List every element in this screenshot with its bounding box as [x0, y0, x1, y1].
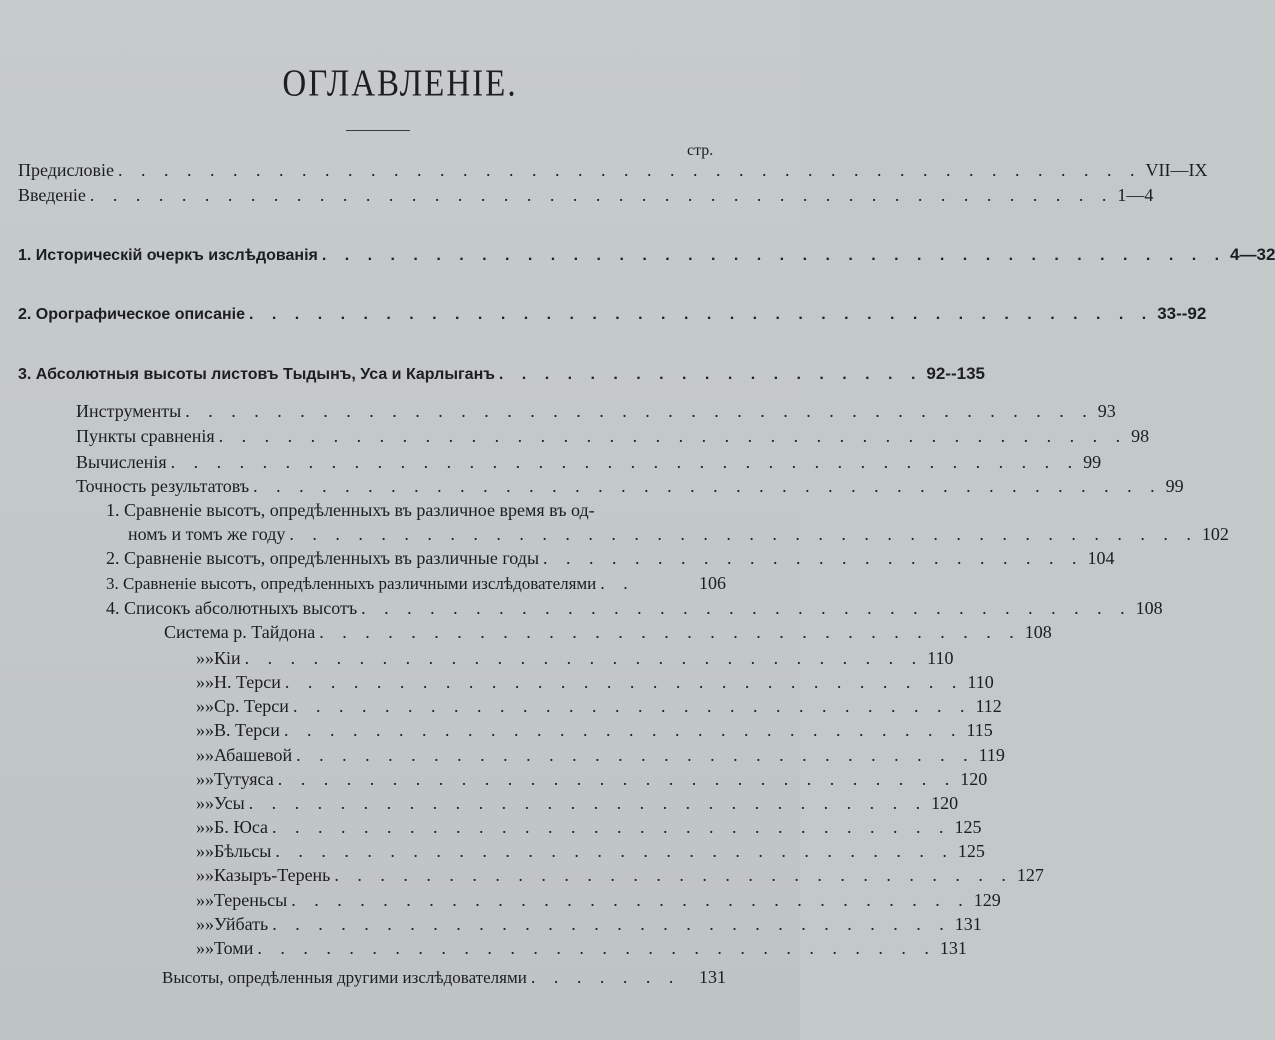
river-page: 120: [931, 793, 959, 813]
leader-dots: . . . . . . . . . . . . . . . . . . . . . . . . . . . . . .: [291, 890, 970, 910]
chapter-entry: [18, 245, 1275, 269]
river-entry: [196, 648, 954, 672]
ditto-mark: »: [205, 648, 214, 668]
leader-dots: . . . . . . . . . . . . . . . . . . . . . . . . . . . . . .: [334, 865, 1013, 885]
river-label: Абашевой: [214, 745, 293, 765]
river-label: Н. Терси: [214, 672, 281, 692]
toc-entry-page: 1—4: [1117, 185, 1154, 205]
chapter-page: 4—32: [1230, 245, 1275, 264]
section-page: 99: [1165, 476, 1184, 496]
river-label: Б. Юса: [214, 817, 269, 837]
river-entry: [196, 720, 993, 744]
river-entry: [196, 914, 982, 938]
river-label: Тереньсы: [214, 890, 288, 910]
river-label: Уйбать: [214, 914, 269, 934]
river-page: 131: [939, 938, 967, 958]
river-page: 119: [978, 745, 1005, 765]
river-label: Кіи: [214, 648, 241, 668]
section-entry: [76, 426, 1150, 450]
subitem-label: 4. Списокъ абсолютныхъ высотъ: [106, 598, 358, 618]
subitem-page: 106: [699, 573, 726, 593]
river-page: 112: [975, 696, 1002, 716]
river-page: 127: [1016, 865, 1044, 885]
ditto-mark: »: [205, 890, 214, 910]
subitem-page: 102: [1201, 524, 1229, 544]
ditto-mark: »: [205, 769, 214, 789]
ditto-mark: »: [196, 890, 205, 910]
ditto-mark: »: [196, 745, 205, 765]
leader-dots: . . . . . . . . . . . . . . . . . . . . . . . . . . . . . . . . . . . . . . . .: [185, 401, 1094, 421]
river-label: Томи: [214, 938, 254, 958]
section-page: 98: [1131, 426, 1150, 446]
chapter-page: 33--92: [1157, 304, 1207, 323]
leader-dots: . . . . . . . . . . . . . . . . . . . . . . . . . . . . . . . . . . . . . . . .: [249, 306, 1154, 323]
ditto-mark: »: [205, 696, 214, 716]
river-label: Тутуяса: [214, 769, 274, 789]
ditto-mark: »: [205, 938, 214, 958]
river-entry: [196, 938, 967, 962]
leader-dots: . .: [600, 573, 635, 593]
system-label: Система р. Тайдона: [164, 622, 316, 642]
system-entry: [164, 622, 1052, 646]
river-entry: [196, 672, 994, 696]
section-page: 93: [1097, 401, 1116, 421]
subitem-page: 108: [1135, 598, 1163, 618]
leader-dots: . . . . . . . . . . . . . . . . . . . . . . . .: [543, 548, 1084, 568]
leader-dots: . . . . . . . . . . . . . . . . . . . . . . . . . . . . . .: [272, 914, 951, 934]
chapter-entry: [18, 364, 985, 388]
others-label: Высоты, опредѣленныя другими изслѣдователями: [162, 968, 527, 987]
toc-entry: [18, 160, 1208, 184]
section-label: Вычисленія: [76, 452, 167, 472]
leader-dots: . . . . . . . . . . . . . . . . . . .: [498, 366, 923, 383]
leader-dots: . . . . . . . . . . . . . . . . . . . . . . . . . . . . . .: [257, 938, 936, 958]
leader-dots: . . . . . . . . . . . . . . . . . . . . . . . . . . . . . .: [292, 696, 972, 716]
page-column-label: стр.: [687, 142, 714, 159]
river-page: 125: [954, 817, 982, 837]
chapter-label: 1. Историческій очеркъ изслѣдованія: [18, 247, 318, 264]
chapter-page: 92--135: [926, 364, 985, 383]
ditto-mark: »: [196, 914, 205, 934]
subitem-entry: [106, 573, 726, 597]
ditto-mark: »: [205, 841, 214, 861]
ditto-mark: »: [196, 672, 205, 692]
leader-dots: . . . . . . .: [530, 967, 681, 987]
subitem-line: 1. Сравненіе высотъ, опредѣленныхъ въ различное время въ од-: [106, 500, 595, 520]
toc-entry-page: VII—IX: [1145, 160, 1208, 180]
river-page: 129: [973, 890, 1001, 910]
section-label: Точность результатовъ: [76, 476, 250, 496]
toc-entry-label: Предисловіе: [18, 160, 115, 180]
ditto-mark: »: [205, 672, 214, 692]
river-entry: [196, 696, 1002, 720]
others-entry: [162, 967, 726, 991]
leader-dots: . . . . . . . . . . . . . . . . . . . . . . . . . . . . . . . . . . . . . . . . . . . . .: [89, 185, 1114, 205]
others-page: 131: [699, 967, 726, 987]
leader-dots: . . . . . . . . . . . . . . . . . . . . . . . . . . . . . .: [275, 841, 954, 861]
section-page: 99: [1083, 452, 1102, 472]
leader-dots: . . . . . . . . . . . . . . . . . . . . . . . . . . . . . . . . . . . . . . . .: [170, 452, 1080, 472]
river-label: В. Терси: [214, 720, 280, 740]
river-entry: [196, 793, 959, 817]
subitem-label: 3. Сравненіе высотъ, опредѣленныхъ различными изслѣдователями: [106, 574, 597, 593]
page-title: ОГЛАВЛЕНІЕ.: [282, 63, 518, 105]
leader-dots: . . . . . . . . . . . . . . . . . . . . . . . . . . . . . .: [284, 672, 964, 692]
subitem-entry: [106, 548, 1115, 572]
system-page: 108: [1024, 622, 1052, 642]
section-label: Инструменты: [76, 401, 182, 421]
river-page: 131: [954, 914, 982, 934]
subitem-label: номъ и томъ же году: [128, 524, 286, 544]
river-page: 120: [960, 769, 988, 789]
leader-dots: . . . . . . . . . . . . . . . . . . . . . . . . . . . . . .: [296, 745, 975, 765]
toc-entry: [18, 185, 1154, 209]
river-entry: [196, 745, 1005, 769]
ditto-mark: »: [196, 793, 205, 813]
leader-dots: . . . . . . . . . . . . . . . . . . . . . . . . . . . . . . . . . . . . . . . .: [321, 247, 1227, 264]
section-entry: [76, 401, 1116, 425]
leader-dots: . . . . . . . . . . . . . . . . . . . . . . . . . . . . . . . . . . . . . . . .: [289, 524, 1198, 544]
ditto-mark: »: [196, 648, 205, 668]
leader-dots: . . . . . . . . . . . . . . . . . . . . . . . . . . . . . .: [283, 720, 963, 740]
leader-dots: . . . . . . . . . . . . . . . . . . . . . . . . . . . . . . .: [319, 622, 1021, 642]
section-entry: [76, 476, 1184, 500]
river-page: 125: [957, 841, 985, 861]
ditto-mark: »: [205, 793, 214, 813]
subitem-label: 2. Сравненіе высотъ, опредѣленныхъ въ различные годы: [106, 548, 540, 568]
section-label: Пункты сравненія: [76, 426, 215, 446]
river-entry: [196, 890, 1001, 914]
river-entry: [196, 841, 985, 865]
ditto-mark: »: [196, 720, 205, 740]
ditto-mark: »: [205, 865, 214, 885]
section-entry: [76, 452, 1102, 476]
ditto-mark: »: [196, 841, 205, 861]
leader-dots: . . . . . . . . . . . . . . . . . . . . . . . . . . . . . . . . . .: [361, 598, 1132, 618]
ditto-mark: »: [205, 914, 214, 934]
ditto-mark: »: [196, 769, 205, 789]
river-label: Усы: [214, 793, 245, 813]
river-entry: [196, 769, 988, 793]
leader-dots: . . . . . . . . . . . . . . . . . . . . . . . . . . . . . .: [248, 793, 928, 813]
toc-entry-label: Введеніе: [18, 185, 86, 205]
leader-dots: . . . . . . . . . . . . . . . . . . . . . . . . . . . . . . . . . . . . . . . .: [218, 426, 1128, 446]
leader-dots: . . . . . . . . . . . . . . . . . . . . . . . . . . . . . .: [272, 817, 951, 837]
chapter-label: 3. Абсолютныя высоты листовъ Тыдынъ, Уса и Карлыганъ: [18, 366, 495, 383]
subitem-entry: [106, 598, 1163, 622]
ditto-mark: »: [205, 720, 214, 740]
chapter-entry: [18, 304, 1207, 328]
leader-dots: . . . . . . . . . . . . . . . . . . . . . . . . . . . . . .: [244, 648, 924, 668]
title-rule: [346, 130, 410, 131]
river-label: Казыръ-Терень: [214, 865, 331, 885]
ditto-mark: »: [196, 938, 205, 958]
river-label: Ср. Терси: [214, 696, 289, 716]
river-page: 115: [966, 720, 993, 740]
ditto-mark: »: [205, 745, 214, 765]
leader-dots: . . . . . . . . . . . . . . . . . . . . . . . . . . . . . . . . . . . . . . . . . . . . .: [118, 160, 1142, 180]
river-entry: [196, 865, 1044, 889]
chapter-label: 2. Орографическое описаніе: [18, 306, 246, 323]
ditto-mark: »: [196, 817, 205, 837]
subitem-entry: [128, 524, 1229, 548]
river-page: 110: [967, 672, 994, 692]
river-page: 110: [927, 648, 954, 668]
ditto-mark: »: [205, 817, 214, 837]
ditto-mark: »: [196, 865, 205, 885]
leader-dots: . . . . . . . . . . . . . . . . . . . . . . . . . . . . . . . . . . . . . . . .: [253, 476, 1162, 496]
subitem-page: 104: [1087, 548, 1115, 568]
river-entry: [196, 817, 982, 841]
river-label: Бѣльсы: [214, 841, 272, 861]
ditto-mark: »: [196, 696, 205, 716]
leader-dots: . . . . . . . . . . . . . . . . . . . . . . . . . . . . . .: [277, 769, 957, 789]
